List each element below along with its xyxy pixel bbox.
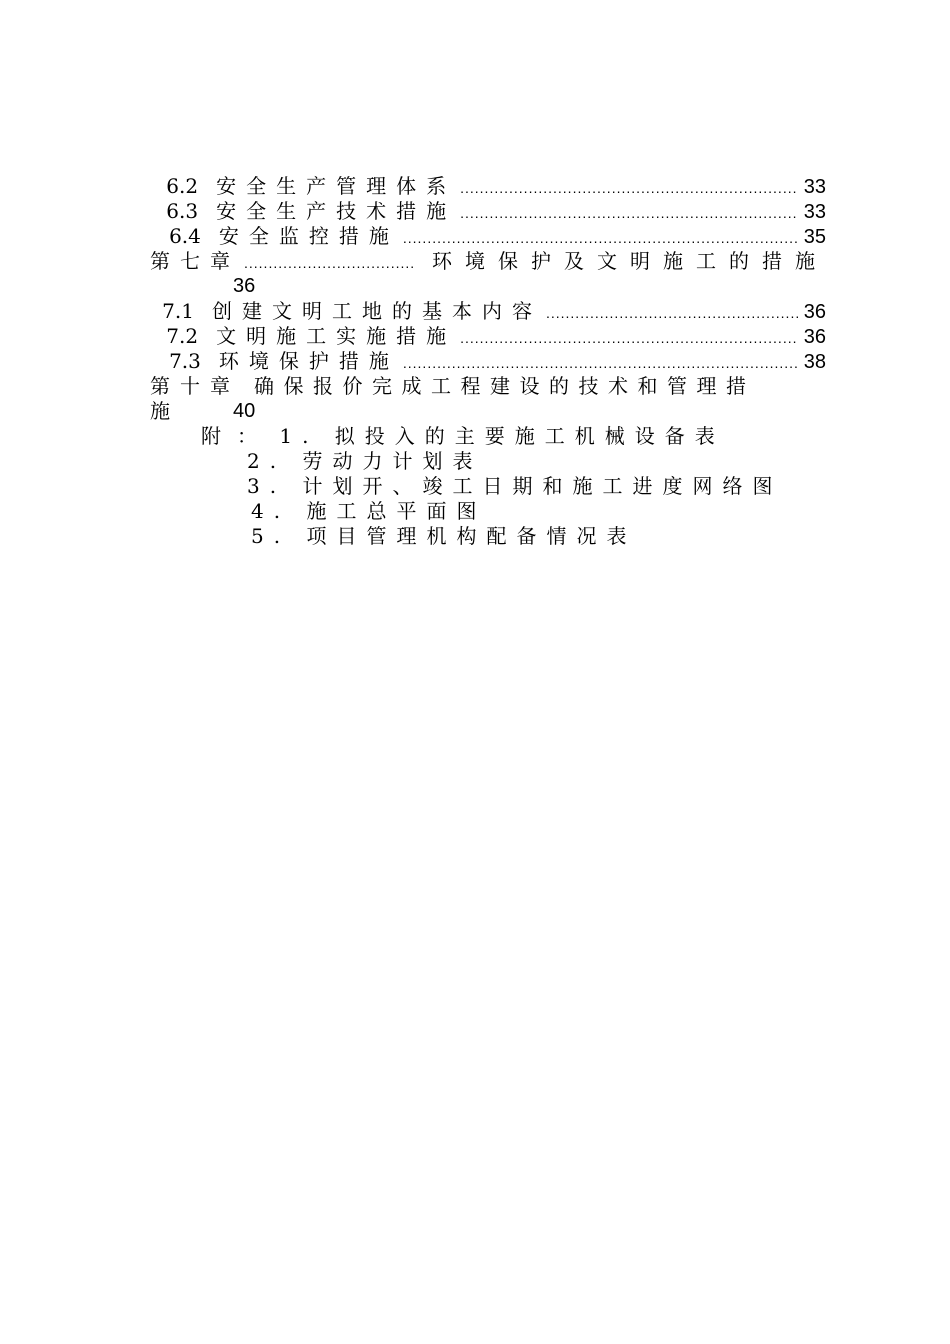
toc-page-number: 36 xyxy=(233,275,256,297)
appendix-item-2: 2. 劳动力计划表 xyxy=(247,449,483,473)
appendix-item-4: 4. 施工总平面图 xyxy=(251,499,487,523)
appendix-item-text: 1. 拟投入的主要施工机械设备表 xyxy=(279,424,725,448)
chapter-title: 环境保护及文明施工的措施 xyxy=(432,249,828,273)
appendix-item-3: 3. 计划开、竣工日期和施工进度网络图 xyxy=(247,474,783,498)
chapter-title-end: 施 xyxy=(150,399,170,423)
toc-number: 7.3 xyxy=(169,349,201,373)
toc-title: 创建文明工地的基本内容 xyxy=(211,299,542,323)
toc-entry-7-1[interactable] xyxy=(150,299,826,324)
appendix-prefix: 附： xyxy=(201,424,273,448)
toc-number: 6.2 xyxy=(166,174,199,198)
toc-number: 7.1 xyxy=(162,299,194,323)
chapter-label: 第七章 xyxy=(150,249,240,273)
toc-page-number: 36 xyxy=(803,326,826,348)
chapter-title-continuation xyxy=(150,399,170,424)
toc-leader-dots xyxy=(546,301,798,326)
toc-page-number: 35 xyxy=(803,226,826,248)
toc-leader-dots xyxy=(460,176,798,201)
toc-number: 6.4 xyxy=(169,224,201,248)
toc-title: 安全监控措施 xyxy=(218,224,399,248)
chapter-label: 第十章 xyxy=(150,374,240,398)
toc-entry-7-2[interactable] xyxy=(150,324,826,349)
toc-leader-dots xyxy=(403,226,798,251)
toc-title: 环境保护措施 xyxy=(218,349,399,373)
toc-page-number: 33 xyxy=(803,176,826,198)
toc-page-number: 38 xyxy=(803,351,826,373)
toc-number: 6.3 xyxy=(166,199,199,223)
toc-title: 文明施工实施措施 xyxy=(216,324,457,348)
toc-number: 7.2 xyxy=(166,324,199,348)
toc-page-number: 36 xyxy=(803,301,826,323)
toc-entry-6-3[interactable] xyxy=(150,199,826,224)
appendix-item-5: 5. 项目管理机构配备情况表 xyxy=(251,524,637,548)
toc-leader-dots xyxy=(244,251,414,276)
toc-entry-7-3[interactable] xyxy=(150,349,826,374)
toc-page-number: 33 xyxy=(803,201,826,223)
toc-title: 安全生产技术措施 xyxy=(216,199,457,223)
toc-leader-dots xyxy=(403,351,798,376)
appendix-item-1 xyxy=(201,424,725,449)
toc-leader-dots xyxy=(460,201,798,226)
toc-title: 安全生产管理体系 xyxy=(216,174,457,198)
toc-chapter-7[interactable] xyxy=(150,249,826,274)
chapter-title: 确保报价完成工程建设的技术和管理措 xyxy=(254,374,756,398)
toc-leader-dots xyxy=(460,326,798,351)
toc-chapter-10[interactable] xyxy=(150,374,826,399)
toc-entry-6-2[interactable] xyxy=(150,174,826,199)
toc-entry-6-4[interactable] xyxy=(150,224,826,249)
toc-page-number: 40 xyxy=(233,400,256,422)
